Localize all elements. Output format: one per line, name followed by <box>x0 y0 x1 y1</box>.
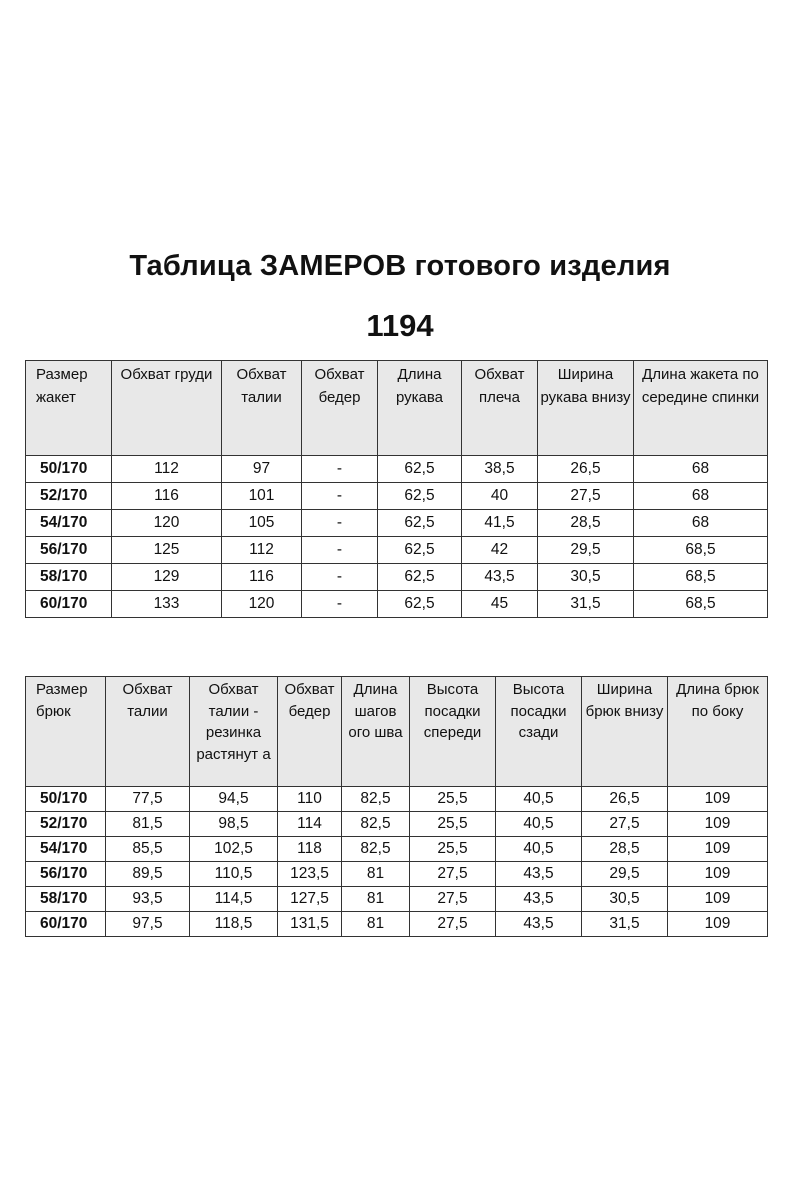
header-cell: Обхват талии - резинка растянут а <box>190 677 278 787</box>
table-cell: 120 <box>112 510 222 537</box>
size-cell: 52/170 <box>26 483 112 510</box>
table-cell: 77,5 <box>106 787 190 812</box>
table-cell: 105 <box>222 510 302 537</box>
table-cell: - <box>302 537 378 564</box>
table-cell: 29,5 <box>538 537 634 564</box>
table-cell: 114 <box>278 812 342 837</box>
table-cell: 110,5 <box>190 862 278 887</box>
table-cell: 127,5 <box>278 887 342 912</box>
table-cell: 68 <box>634 483 768 510</box>
table-cell: - <box>302 591 378 618</box>
model-number: 1194 <box>366 308 434 343</box>
table-cell: 110 <box>278 787 342 812</box>
header-cell: Обхват талии <box>222 361 302 456</box>
jacket-measurements-table <box>25 360 768 618</box>
table-cell: 81 <box>342 887 410 912</box>
table-cell: 40,5 <box>496 812 582 837</box>
table-cell: 81 <box>342 862 410 887</box>
table-cell: 68,5 <box>634 591 768 618</box>
table-cell: 62,5 <box>378 456 462 483</box>
table-cell: 89,5 <box>106 862 190 887</box>
header-cell: Длина брюк по боку <box>668 677 768 787</box>
table-cell: 31,5 <box>538 591 634 618</box>
header-cell: Ширина рукава внизу <box>538 361 634 456</box>
header-cell: Высота посадки спереди <box>410 677 496 787</box>
table-cell: 25,5 <box>410 837 496 862</box>
table-cell: 40,5 <box>496 787 582 812</box>
table-cell: 101 <box>222 483 302 510</box>
table-row <box>26 837 768 862</box>
table-cell: 109 <box>668 912 768 937</box>
table-cell: 68,5 <box>634 564 768 591</box>
table-cell: 97 <box>222 456 302 483</box>
header-cell: Обхват бедер <box>302 361 378 456</box>
table-cell: 27,5 <box>410 912 496 937</box>
header-cell: Длина жакета по середине спинки <box>634 361 768 456</box>
table-cell: - <box>302 456 378 483</box>
table-cell: 109 <box>668 887 768 912</box>
table-cell: 42 <box>462 537 538 564</box>
header-cell: Ширина брюк внизу <box>582 677 668 787</box>
table-cell: 27,5 <box>582 812 668 837</box>
table-cell: 62,5 <box>378 537 462 564</box>
table-cell: 62,5 <box>378 483 462 510</box>
table-cell: 68,5 <box>634 537 768 564</box>
table-cell: 102,5 <box>190 837 278 862</box>
table-cell: - <box>302 483 378 510</box>
header-cell: Обхват плеча <box>462 361 538 456</box>
table-cell: 109 <box>668 812 768 837</box>
header-cell: Размер жакет <box>26 361 112 456</box>
table-cell: 31,5 <box>582 912 668 937</box>
table-cell: 81,5 <box>106 812 190 837</box>
table-cell: 38,5 <box>462 456 538 483</box>
table-row <box>26 456 768 483</box>
table-cell: 112 <box>222 537 302 564</box>
table-cell: 109 <box>668 787 768 812</box>
table-cell: 118 <box>278 837 342 862</box>
table-cell: 133 <box>112 591 222 618</box>
table-cell: 43,5 <box>462 564 538 591</box>
table-cell: 43,5 <box>496 862 582 887</box>
table-cell: - <box>302 564 378 591</box>
size-cell: 54/170 <box>26 837 106 862</box>
table-cell: 82,5 <box>342 787 410 812</box>
table-cell: 68 <box>634 510 768 537</box>
header-cell: Обхват талии <box>106 677 190 787</box>
table-cell: 114,5 <box>190 887 278 912</box>
table-row <box>26 483 768 510</box>
table-cell: 118,5 <box>190 912 278 937</box>
table-row <box>26 564 768 591</box>
table-cell: 43,5 <box>496 912 582 937</box>
pants-measurements-table <box>25 676 768 937</box>
size-cell: 60/170 <box>26 912 106 937</box>
table-cell: 85,5 <box>106 837 190 862</box>
table-cell: 30,5 <box>538 564 634 591</box>
table-row <box>26 862 768 887</box>
header-cell: Обхват бедер <box>278 677 342 787</box>
jacket-header-row <box>26 361 768 456</box>
table-cell: 97,5 <box>106 912 190 937</box>
table-cell: 62,5 <box>378 564 462 591</box>
size-cell: 50/170 <box>26 787 106 812</box>
table-cell: 41,5 <box>462 510 538 537</box>
size-cell: 60/170 <box>26 591 112 618</box>
pants-header-row <box>26 677 768 787</box>
table-cell: 25,5 <box>410 812 496 837</box>
table-cell: 62,5 <box>378 510 462 537</box>
table-cell: 116 <box>112 483 222 510</box>
table-cell: 123,5 <box>278 862 342 887</box>
table-cell: 30,5 <box>582 887 668 912</box>
header-cell: Длина шагов ого шва <box>342 677 410 787</box>
header-cell: Длина рукава <box>378 361 462 456</box>
table-cell: 82,5 <box>342 812 410 837</box>
table-cell: 26,5 <box>582 787 668 812</box>
table-cell: 82,5 <box>342 837 410 862</box>
size-cell: 58/170 <box>26 564 112 591</box>
table-cell: 26,5 <box>538 456 634 483</box>
table-row <box>26 537 768 564</box>
size-cell: 58/170 <box>26 887 106 912</box>
table-cell: 125 <box>112 537 222 564</box>
table-cell: 45 <box>462 591 538 618</box>
size-cell: 56/170 <box>26 537 112 564</box>
header-cell: Обхват груди <box>112 361 222 456</box>
table-cell: 93,5 <box>106 887 190 912</box>
header-cell: Высота посадки сзади <box>496 677 582 787</box>
table-cell: 28,5 <box>582 837 668 862</box>
table-cell: 112 <box>112 456 222 483</box>
header-cell: Размер брюк <box>26 677 106 787</box>
table-cell: 81 <box>342 912 410 937</box>
size-cell: 50/170 <box>26 456 112 483</box>
table-cell: 98,5 <box>190 812 278 837</box>
size-cell: 52/170 <box>26 812 106 837</box>
table-cell: 25,5 <box>410 787 496 812</box>
table-cell: 27,5 <box>538 483 634 510</box>
table-cell: 62,5 <box>378 591 462 618</box>
table-cell: 28,5 <box>538 510 634 537</box>
table-cell: 120 <box>222 591 302 618</box>
table-row <box>26 787 768 812</box>
table-row <box>26 812 768 837</box>
table-row <box>26 510 768 537</box>
table-cell: 116 <box>222 564 302 591</box>
table-cell: 131,5 <box>278 912 342 937</box>
table-cell: 27,5 <box>410 862 496 887</box>
table-cell: 40 <box>462 483 538 510</box>
table-cell: 27,5 <box>410 887 496 912</box>
table-row <box>26 591 768 618</box>
table-cell: 129 <box>112 564 222 591</box>
table-cell: 94,5 <box>190 787 278 812</box>
table-cell: 109 <box>668 837 768 862</box>
size-cell: 56/170 <box>26 862 106 887</box>
table-cell: 43,5 <box>496 887 582 912</box>
document-title: Таблица ЗАМЕРОВ готового изделия <box>129 250 671 282</box>
table-cell: 29,5 <box>582 862 668 887</box>
table-row <box>26 912 768 937</box>
table-cell: 40,5 <box>496 837 582 862</box>
table-cell: 68 <box>634 456 768 483</box>
table-cell: 109 <box>668 862 768 887</box>
table-cell: - <box>302 510 378 537</box>
table-row <box>26 887 768 912</box>
size-cell: 54/170 <box>26 510 112 537</box>
